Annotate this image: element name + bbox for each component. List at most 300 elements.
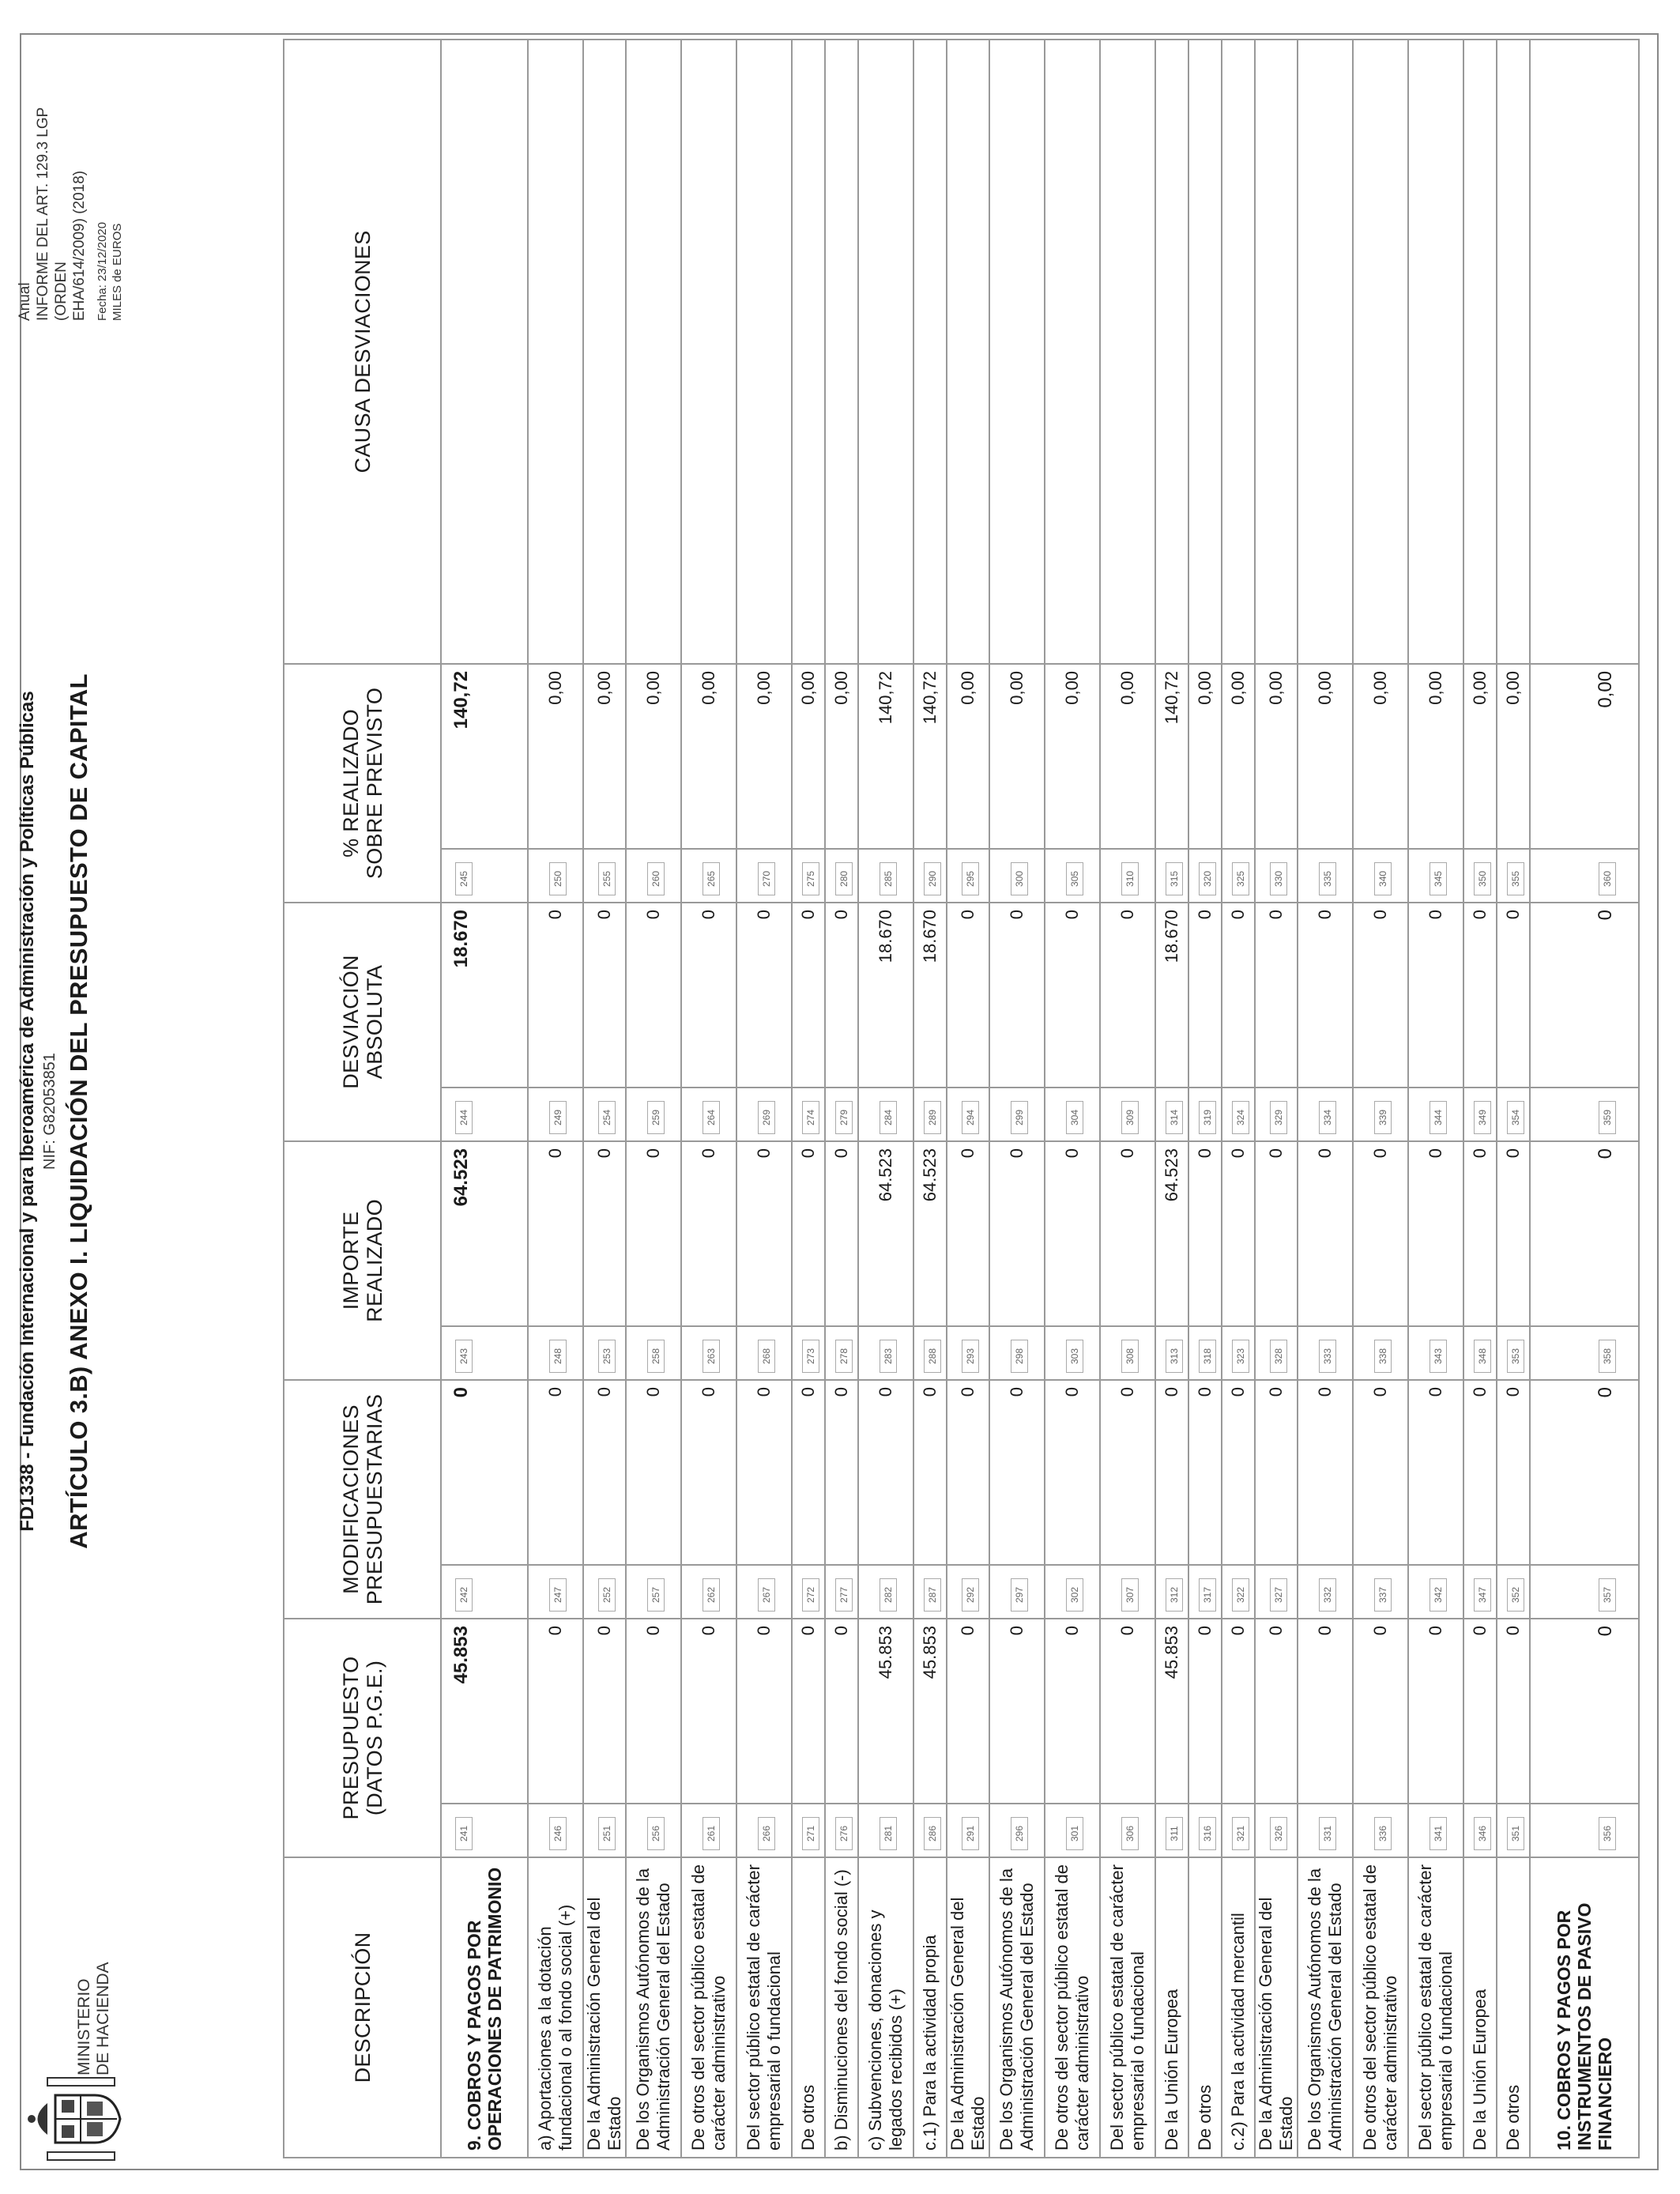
- cell-code: [681, 1565, 736, 1619]
- cell-value: 0: [989, 1619, 1045, 1804]
- cell-code: [736, 1804, 792, 1857]
- cell-code-box: 360: [1599, 862, 1616, 895]
- cell-value: 140,72: [441, 664, 528, 849]
- cell-value: 0: [528, 1141, 583, 1326]
- cell-code-box: 309: [1121, 1101, 1139, 1134]
- cell-value: 0: [1408, 903, 1463, 1088]
- cell-value: 0: [1353, 1380, 1408, 1565]
- cell-code: [1155, 1804, 1188, 1857]
- cell-code-box: 282: [880, 1578, 897, 1612]
- cell-value: 0: [1222, 1619, 1255, 1804]
- cell-code-box: 278: [835, 1340, 853, 1373]
- cell-value: 0,00: [825, 664, 858, 849]
- cell-code: [913, 1326, 947, 1380]
- cell-code: [1100, 1804, 1155, 1857]
- row-description: 10. COBROS Y PAGOS POR INSTRUMENTOS DE PASIVO FINANCIERO: [1530, 1857, 1639, 2158]
- cell-value: 0: [583, 1141, 626, 1326]
- cell-cause: [583, 40, 626, 664]
- cell-code: [1188, 1565, 1222, 1619]
- cell-cause: [1188, 40, 1222, 664]
- cell-code: [858, 1326, 913, 1380]
- table-row: [1222, 40, 1255, 2158]
- cell-value: 140,72: [913, 664, 947, 849]
- cell-code-box: 291: [962, 1817, 979, 1850]
- cell-code-box: 317: [1199, 1578, 1216, 1612]
- cell-code-box: 308: [1121, 1340, 1139, 1373]
- cell-code-box: 248: [549, 1340, 567, 1373]
- cell-code: [626, 1326, 681, 1380]
- table-row: [441, 40, 528, 2158]
- cell-code-box: 320: [1199, 862, 1216, 895]
- cell-code: [1530, 1804, 1639, 1857]
- cell-code: [1463, 1565, 1497, 1619]
- row-description: De los Organismos Autónomos de la Administración General del Estado: [989, 1857, 1045, 2158]
- cell-code-box: 252: [598, 1578, 616, 1612]
- cell-cause: [1100, 40, 1155, 664]
- row-description: De los Organismos Autónomos de la Administración General del Estado: [626, 1857, 681, 2158]
- table-row: [825, 40, 858, 2158]
- cell-value: 0,00: [1408, 664, 1463, 849]
- cell-code-box: 277: [835, 1578, 853, 1612]
- cell-value: 0,00: [626, 664, 681, 849]
- cell-value: 0: [1530, 903, 1639, 1088]
- cell-value: 0: [989, 1380, 1045, 1565]
- cell-code: [1408, 849, 1463, 903]
- cell-value: 0: [947, 1141, 989, 1326]
- cell-code: [792, 1088, 825, 1141]
- cell-value: 45.853: [1155, 1619, 1188, 1804]
- cell-value: 0,00: [1255, 664, 1298, 849]
- cell-code: [1408, 1088, 1463, 1141]
- cell-value: 0: [1255, 1619, 1298, 1804]
- cell-cause: [1408, 40, 1463, 664]
- table-row: [1255, 40, 1298, 2158]
- cell-value: 0,00: [947, 664, 989, 849]
- cell-value: 64.523: [1155, 1141, 1188, 1326]
- cell-cause: [441, 40, 528, 664]
- cell-code: [858, 849, 913, 903]
- cell-value: 0: [1188, 1141, 1222, 1326]
- cell-code: [1530, 1565, 1639, 1619]
- cell-code-box: 307: [1121, 1578, 1139, 1612]
- cell-code: [1530, 1088, 1639, 1141]
- cell-value: 0: [626, 903, 681, 1088]
- report-line-1: INFORME DEL ART. 129.3 LGP (ORDEN: [35, 107, 70, 321]
- cell-code-box: 357: [1599, 1578, 1616, 1612]
- cell-code-box: 303: [1066, 1340, 1083, 1373]
- cell-code: [736, 1565, 792, 1619]
- column-header-pct-realized: % REALIZADO SOBRE PREVISTO: [284, 664, 441, 903]
- cell-value: 0: [626, 1619, 681, 1804]
- cell-value: 0: [792, 1380, 825, 1565]
- cell-code: [441, 1804, 528, 1857]
- cell-code-box: 326: [1270, 1817, 1287, 1850]
- cell-code-box: 295: [962, 862, 979, 895]
- cell-code-box: 242: [455, 1578, 473, 1612]
- table-row: [528, 40, 583, 2158]
- cell-code-box: 262: [703, 1578, 720, 1612]
- table-row: [989, 40, 1045, 2158]
- cell-code-box: 281: [880, 1817, 897, 1850]
- cell-value: 0: [1188, 1380, 1222, 1565]
- cell-value: 0,00: [681, 664, 736, 849]
- cell-code: [1298, 1804, 1353, 1857]
- cell-value: 0,00: [1298, 664, 1353, 849]
- cell-value: 0: [1497, 1141, 1530, 1326]
- cell-code-box: 264: [703, 1101, 720, 1134]
- cell-code-box: 325: [1232, 862, 1249, 895]
- cell-value: 0: [913, 1380, 947, 1565]
- cell-value: 45.853: [858, 1619, 913, 1804]
- cell-code: [1045, 1088, 1100, 1141]
- cell-code: [528, 1326, 583, 1380]
- cell-code-box: 319: [1199, 1101, 1216, 1134]
- column-header-budget: PRESUPUESTO (DATOS P.G.E.): [284, 1619, 441, 1857]
- cell-code: [1463, 1326, 1497, 1380]
- table-header-row: [284, 40, 441, 2158]
- cell-value: 0,00: [1353, 664, 1408, 849]
- cell-code-box: 335: [1319, 862, 1336, 895]
- row-description: De los Organismos Autónomos de la Administración General del Estado: [1298, 1857, 1353, 2158]
- cell-code-box: 251: [598, 1817, 616, 1850]
- cell-value: 18.670: [441, 903, 528, 1088]
- cell-value: 0: [1100, 1141, 1155, 1326]
- cell-value: 0: [989, 1141, 1045, 1326]
- cell-code: [947, 1565, 989, 1619]
- cell-code-box: 343: [1430, 1340, 1447, 1373]
- cell-value: 0: [1463, 903, 1497, 1088]
- cell-code: [1255, 1326, 1298, 1380]
- cell-code: [441, 1088, 528, 1141]
- cell-code-box: 302: [1066, 1578, 1083, 1612]
- cell-code: [792, 1565, 825, 1619]
- cell-value: 0: [736, 1380, 792, 1565]
- cell-code-box: 304: [1066, 1101, 1083, 1134]
- cell-value: 0: [736, 1619, 792, 1804]
- cell-code-box: 275: [802, 862, 819, 895]
- cell-value: 0,00: [528, 664, 583, 849]
- cell-code-box: 256: [647, 1817, 665, 1850]
- cell-code: [1100, 1565, 1155, 1619]
- cell-code: [583, 1565, 626, 1619]
- cell-code-box: 359: [1599, 1101, 1616, 1134]
- cell-code: [626, 1565, 681, 1619]
- cell-value: 0: [1530, 1380, 1639, 1565]
- cell-code-box: 342: [1430, 1578, 1447, 1612]
- cell-code-box: 333: [1319, 1340, 1336, 1373]
- cell-code: [583, 1088, 626, 1141]
- cell-code: [913, 1565, 947, 1619]
- cell-value: 64.523: [858, 1141, 913, 1326]
- cell-value: 0: [1100, 1380, 1155, 1565]
- cell-code: [1188, 1088, 1222, 1141]
- cell-code-box: 289: [924, 1101, 941, 1134]
- cell-code: [1353, 1804, 1408, 1857]
- row-description: b) Disminuciones del fondo social (-): [825, 1857, 858, 2158]
- table-row: [1045, 40, 1100, 2158]
- cell-code-box: 353: [1507, 1340, 1524, 1373]
- cell-code-box: 279: [835, 1101, 853, 1134]
- cell-code-box: 288: [924, 1340, 941, 1373]
- cell-code-box: 284: [880, 1101, 897, 1134]
- report-info: [16, 60, 125, 321]
- table-row: [1188, 40, 1222, 2158]
- cell-code: [913, 1088, 947, 1141]
- cell-code-box: 306: [1121, 1817, 1139, 1850]
- report-date: Fecha: 23/12/2020: [96, 221, 109, 321]
- column-header-realized: IMPORTE REALIZADO: [284, 1141, 441, 1380]
- row-description: De otros del sector público estatal de carácter administrativo: [1045, 1857, 1100, 2158]
- cell-code-box: 247: [549, 1578, 567, 1612]
- column-header-description: DESCRIPCIÓN: [284, 1857, 441, 2158]
- cell-value: 0: [947, 903, 989, 1088]
- cell-value: 0: [528, 903, 583, 1088]
- table-row: [858, 40, 913, 2158]
- cell-code: [1222, 1326, 1255, 1380]
- cell-code-box: 274: [802, 1101, 819, 1134]
- cell-code: [1100, 849, 1155, 903]
- cell-value: 0: [1353, 1141, 1408, 1326]
- cell-code: [1045, 849, 1100, 903]
- cell-cause: [1530, 40, 1639, 664]
- cell-code-box: 322: [1232, 1578, 1249, 1612]
- row-description: Del sector público estatal de carácter empresarial o fundacional: [1408, 1857, 1463, 2158]
- cell-code-box: 271: [802, 1817, 819, 1850]
- cell-code: [583, 1326, 626, 1380]
- cell-code: [1408, 1804, 1463, 1857]
- cell-code-box: 292: [962, 1578, 979, 1612]
- table-row: [1463, 40, 1497, 2158]
- cell-code: [825, 849, 858, 903]
- cell-code-box: 327: [1270, 1578, 1287, 1612]
- cell-value: 0: [1463, 1141, 1497, 1326]
- cell-code-box: 285: [880, 862, 897, 895]
- cell-cause: [1463, 40, 1497, 664]
- cell-code: [947, 1326, 989, 1380]
- cell-value: 0: [681, 1619, 736, 1804]
- cell-value: 0,00: [583, 664, 626, 849]
- page-title: ARTÍCULO 3.B) ANEXO I. LIQUIDACIÓN DEL PRESUPUESTO DE CAPITAL: [65, 673, 92, 1549]
- cell-code-box: 254: [598, 1101, 616, 1134]
- cell-value: 0: [1045, 903, 1100, 1088]
- cell-code-box: 280: [835, 862, 853, 895]
- ministry-line-1: MINISTERIO: [75, 1978, 93, 2075]
- cell-code: [681, 1804, 736, 1857]
- cell-code: [441, 849, 528, 903]
- cell-code: [825, 1804, 858, 1857]
- cell-code-box: 350: [1474, 862, 1491, 895]
- cell-code-box: 358: [1599, 1340, 1616, 1373]
- cell-code-box: 321: [1232, 1817, 1249, 1850]
- cell-code-box: 260: [647, 862, 665, 895]
- cell-code: [528, 849, 583, 903]
- cell-code: [681, 1326, 736, 1380]
- cell-code: [1255, 1565, 1298, 1619]
- cell-code: [1353, 1088, 1408, 1141]
- cell-code-box: 341: [1430, 1817, 1447, 1850]
- cell-value: 0: [1100, 1619, 1155, 1804]
- table-body: [441, 40, 1639, 2158]
- cell-code-box: 355: [1507, 862, 1524, 895]
- row-description: De la Administración General del Estado: [947, 1857, 989, 2158]
- cell-code-box: 270: [758, 862, 775, 895]
- cell-value: 18.670: [913, 903, 947, 1088]
- cell-code: [583, 1804, 626, 1857]
- cell-code: [1255, 849, 1298, 903]
- cell-cause: [1222, 40, 1255, 664]
- cell-code-box: 348: [1474, 1340, 1491, 1373]
- cell-cause: [1298, 40, 1353, 664]
- cell-code-box: 351: [1507, 1817, 1524, 1850]
- cell-cause: [858, 40, 913, 664]
- cell-value: 140,72: [1155, 664, 1188, 849]
- ministry-name: [75, 1962, 113, 2075]
- row-description: a) Aportaciones a la dotación fundacional o al fondo social (+): [528, 1857, 583, 2158]
- cell-code-box: 244: [455, 1101, 473, 1134]
- cell-value: 0,00: [1045, 664, 1100, 849]
- cell-code-box: 329: [1270, 1101, 1287, 1134]
- cell-code: [989, 1804, 1045, 1857]
- cell-value: 0: [583, 903, 626, 1088]
- cell-cause: [947, 40, 989, 664]
- cell-code-box: 259: [647, 1101, 665, 1134]
- cell-value: 0: [792, 1619, 825, 1804]
- cell-value: 0,00: [1530, 664, 1639, 849]
- cell-code-box: 323: [1232, 1340, 1249, 1373]
- cell-code: [913, 1804, 947, 1857]
- cell-code: [1222, 1088, 1255, 1141]
- cell-code-box: 336: [1374, 1817, 1392, 1850]
- cell-value: 0,00: [792, 664, 825, 849]
- cell-value: 0,00: [1497, 664, 1530, 849]
- row-description: c.1) Para la actividad propia: [913, 1857, 947, 2158]
- cell-code: [1100, 1088, 1155, 1141]
- coat-of-arms-icon: [24, 2071, 130, 2166]
- cell-code-box: 299: [1011, 1101, 1028, 1134]
- row-description: De otros del sector público estatal de carácter administrativo: [1353, 1857, 1408, 2158]
- cell-value: 0: [792, 903, 825, 1088]
- cell-cause: [626, 40, 681, 664]
- cell-value: 0: [528, 1380, 583, 1565]
- cell-value: 0: [1298, 1141, 1353, 1326]
- cell-code-box: 352: [1507, 1578, 1524, 1612]
- cell-code-box: 243: [455, 1340, 473, 1373]
- cell-code-box: 268: [758, 1340, 775, 1373]
- units: MILES de EUROS: [111, 223, 124, 321]
- cell-code-box: 356: [1599, 1817, 1616, 1850]
- cell-cause: [1045, 40, 1100, 664]
- cell-code: [792, 849, 825, 903]
- cell-code-box: 347: [1474, 1578, 1491, 1612]
- row-description: De otros: [792, 1857, 825, 2158]
- cell-value: 64.523: [441, 1141, 528, 1326]
- cell-value: 0: [1255, 1380, 1298, 1565]
- cell-value: 0: [1155, 1380, 1188, 1565]
- cell-code-box: 297: [1011, 1578, 1028, 1612]
- cell-code-box: 314: [1166, 1101, 1183, 1134]
- cell-code: [792, 1326, 825, 1380]
- cell-value: 140,72: [858, 664, 913, 849]
- cell-code-box: 340: [1374, 862, 1392, 895]
- cell-code: [1188, 849, 1222, 903]
- cell-code: [1155, 1088, 1188, 1141]
- cell-code: [441, 1565, 528, 1619]
- cell-code: [1255, 1088, 1298, 1141]
- cell-value: 0: [736, 1141, 792, 1326]
- cell-code: [736, 1326, 792, 1380]
- cell-value: 0: [825, 903, 858, 1088]
- table-row: [1155, 40, 1188, 2158]
- cell-value: 0: [1463, 1619, 1497, 1804]
- row-description: De la Administración General del Estado: [1255, 1857, 1298, 2158]
- cell-code: [1408, 1565, 1463, 1619]
- report-line-2: EHA/614/2009) (2018): [71, 170, 88, 321]
- row-description: c) Subvenciones, donaciones y legados recibidos (+): [858, 1857, 913, 2158]
- cell-value: 0: [947, 1619, 989, 1804]
- cell-code: [626, 1088, 681, 1141]
- cell-code: [1298, 1565, 1353, 1619]
- cell-value: 0: [1408, 1619, 1463, 1804]
- cell-cause: [1353, 40, 1408, 664]
- cell-code: [1353, 1565, 1408, 1619]
- cell-value: 0: [1530, 1141, 1639, 1326]
- cell-code: [681, 1088, 736, 1141]
- cell-code: [1155, 849, 1188, 903]
- cell-code-box: 339: [1374, 1101, 1392, 1134]
- column-header-deviation: DESVIACIÓN ABSOLUTA: [284, 903, 441, 1141]
- cell-code-box: 318: [1199, 1340, 1216, 1373]
- cell-code-box: 276: [835, 1817, 853, 1850]
- cell-value: 0: [1530, 1619, 1639, 1804]
- cell-value: 0: [1298, 1380, 1353, 1565]
- cell-code-box: 293: [962, 1340, 979, 1373]
- cell-code: [441, 1326, 528, 1380]
- cell-value: 0: [825, 1619, 858, 1804]
- row-description: De la Unión Europea: [1155, 1857, 1188, 2158]
- cell-code-box: 315: [1166, 862, 1183, 895]
- cell-code-box: 337: [1374, 1578, 1392, 1612]
- cell-code-box: 290: [924, 862, 941, 895]
- cell-code-box: 241: [455, 1817, 473, 1850]
- cell-value: 18.670: [1155, 903, 1188, 1088]
- cell-value: 0: [1100, 903, 1155, 1088]
- cell-code: [858, 1565, 913, 1619]
- cell-code-box: 345: [1430, 862, 1447, 895]
- cell-code-box: 286: [924, 1817, 941, 1850]
- table-row: [626, 40, 681, 2158]
- cell-code: [1408, 1326, 1463, 1380]
- cell-code-box: 250: [549, 862, 567, 895]
- cell-value: 0: [989, 903, 1045, 1088]
- table-row: [736, 40, 792, 2158]
- table-row: [583, 40, 626, 2158]
- cell-code: [1530, 849, 1639, 903]
- cell-code-box: 269: [758, 1101, 775, 1134]
- cell-value: 0: [736, 903, 792, 1088]
- cell-code-box: 331: [1319, 1817, 1336, 1850]
- cell-code: [1353, 1326, 1408, 1380]
- column-header-modifications: MODIFICACIONES PRESUPUESTARIAS: [284, 1380, 441, 1619]
- cell-code: [1222, 849, 1255, 903]
- cell-cause: [736, 40, 792, 664]
- cell-value: 0: [792, 1141, 825, 1326]
- cell-value: 0: [1298, 1619, 1353, 1804]
- cell-cause: [792, 40, 825, 664]
- cell-code: [626, 849, 681, 903]
- cell-value: 0: [681, 903, 736, 1088]
- cell-code: [736, 849, 792, 903]
- cell-value: 0: [1408, 1380, 1463, 1565]
